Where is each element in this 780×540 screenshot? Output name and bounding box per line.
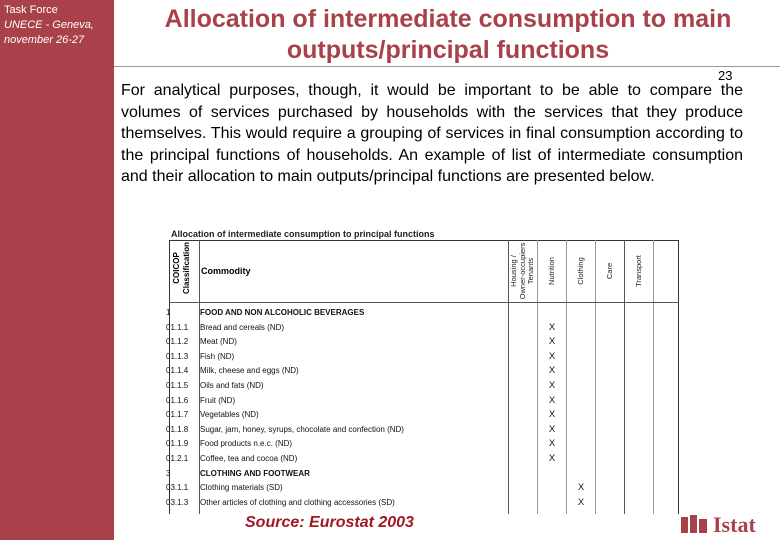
coicop-code: 01.1.6 bbox=[166, 395, 189, 405]
allocation-mark: X bbox=[548, 350, 556, 362]
commodity-name: Vegetables (ND) bbox=[200, 410, 259, 420]
allocation-mark: X bbox=[548, 321, 556, 333]
allocation-mark: X bbox=[548, 438, 556, 450]
sidebar-line-3: november 26-27 bbox=[4, 34, 85, 46]
table-row bbox=[166, 364, 681, 379]
sidebar-line-1: Task Force bbox=[4, 4, 58, 16]
allocation-mark: X bbox=[548, 423, 556, 435]
coicop-code: 01.1.1 bbox=[166, 322, 189, 332]
table-row bbox=[166, 437, 681, 452]
commodity-name: Oils and fats (ND) bbox=[200, 381, 264, 390]
coicop-code: 01.1.5 bbox=[166, 381, 189, 390]
commodity-name: Coffee, tea and cocoa (ND) bbox=[200, 454, 298, 463]
istat-logo-text: Istat bbox=[713, 512, 756, 537]
table-row bbox=[166, 379, 681, 394]
commodity-name: Meat (ND) bbox=[200, 337, 237, 347]
table-row bbox=[166, 394, 681, 409]
table-row bbox=[166, 321, 681, 336]
slide-title: Allocation of intermediate consumption to main outputs/principal functions bbox=[164, 5, 732, 64]
table-row bbox=[166, 335, 681, 350]
function-header-clothing: Clothing bbox=[575, 257, 585, 285]
table-title: Allocation of intermediate consumption to principal functions bbox=[171, 229, 435, 239]
function-header-care: Care bbox=[604, 262, 614, 280]
function-header-housing: Housing / Owner-occupiers Tenants bbox=[509, 242, 536, 300]
table-row bbox=[166, 408, 681, 423]
coicop-code: 01.1.9 bbox=[166, 439, 189, 449]
organization-label bbox=[4, 3, 94, 48]
coicop-code: 03.1.3 bbox=[166, 497, 189, 507]
commodity-name: Fish (ND) bbox=[200, 351, 235, 361]
commodity-name: Milk, cheese and eggs (ND) bbox=[200, 366, 299, 376]
table-row bbox=[166, 350, 681, 365]
coicop-code: 01.1.7 bbox=[166, 410, 189, 420]
source-caption: Source: Eurostat 2003 bbox=[245, 514, 414, 531]
sidebar bbox=[0, 0, 114, 540]
header-divider bbox=[169, 302, 679, 303]
commodity-name: Bread and cereals (ND) bbox=[200, 322, 285, 332]
commodity-name: Sugar, jam, honey, syrups, chocolate and confection (ND) bbox=[200, 424, 404, 434]
allocation-mark: X bbox=[548, 453, 556, 464]
coicop-code: 03.1.1 bbox=[166, 483, 189, 493]
commodity-name: Food products n.e.c. (ND) bbox=[200, 439, 293, 449]
sidebar-line-2: UNECE - Geneva, bbox=[4, 19, 94, 31]
allocation-table bbox=[166, 228, 681, 514]
coicop-code: 01.1.3 bbox=[166, 351, 189, 361]
allocation-mark: X bbox=[548, 394, 556, 406]
commodity-name: CLOTHING AND FOOTWEAR bbox=[200, 468, 310, 478]
allocation-mark: X bbox=[548, 380, 556, 391]
commodity-name: Clothing materials (SD) bbox=[200, 483, 283, 493]
coicop-code: 01.1.4 bbox=[166, 366, 189, 376]
table-row bbox=[166, 306, 681, 321]
table-row bbox=[166, 423, 681, 438]
commodity-name: Fruit (ND) bbox=[200, 395, 236, 405]
allocation-mark: X bbox=[548, 409, 556, 421]
coicop-column-header: COICOP Classification bbox=[172, 242, 191, 295]
page-number: 23 bbox=[718, 68, 733, 83]
allocation-mark: X bbox=[577, 496, 585, 508]
commodity-name: FOOD AND NON ALCOHOLIC BEVERAGES bbox=[200, 308, 365, 317]
istat-logo-icon bbox=[681, 515, 707, 533]
title-divider bbox=[114, 66, 780, 67]
istat-logo bbox=[679, 512, 775, 536]
commodity-name: Other articles of clothing and clothing accessories (SD) bbox=[200, 497, 395, 507]
table-row bbox=[166, 467, 681, 482]
table-row bbox=[166, 452, 681, 467]
allocation-mark: X bbox=[577, 482, 585, 494]
commodity-column-header: Commodity bbox=[201, 266, 251, 276]
table-row bbox=[166, 496, 681, 511]
function-header-nutrition: Nutrition bbox=[546, 257, 556, 285]
coicop-code: 1 bbox=[166, 308, 171, 317]
function-header-transport: Transport bbox=[633, 255, 643, 287]
coicop-code: 01.2.1 bbox=[166, 454, 189, 463]
coicop-code: 01.1.2 bbox=[166, 337, 189, 347]
coicop-code: 01.1.8 bbox=[166, 424, 189, 434]
body-paragraph: For analytical purposes, though, it would be important to be able to compare the volumes of services purchased by households with the services that they produce themselves. This would require a grouping of services in final consumption according to the principal functions of households. An example of list of intermediate consumption and their allocation to main outputs/principal functions are presented below. bbox=[121, 82, 743, 185]
allocation-mark: X bbox=[548, 336, 556, 348]
table-row bbox=[166, 481, 681, 496]
allocation-mark: X bbox=[548, 365, 556, 377]
coicop-code: 3 bbox=[166, 468, 171, 478]
